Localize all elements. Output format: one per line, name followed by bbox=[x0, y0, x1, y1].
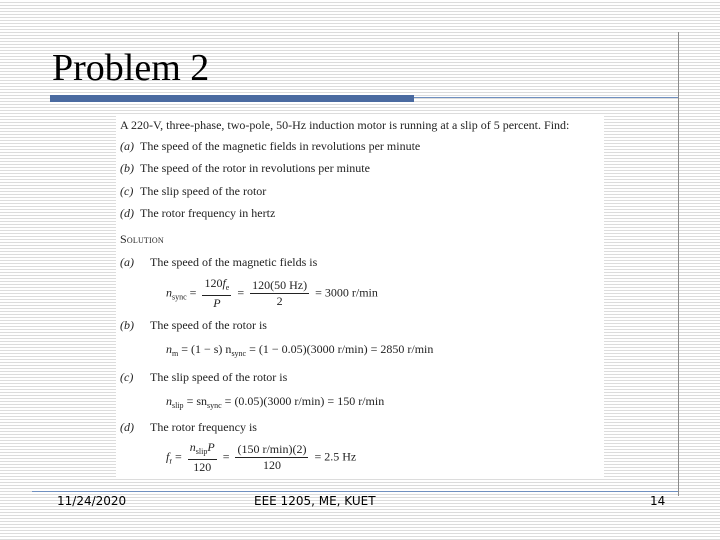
problem-part-b bbox=[120, 161, 370, 176]
problem-statement: A 220-V, three-phase, two-pole, 50-Hz induction motor is running at a slip of 5 percent. Find: bbox=[120, 118, 570, 132]
step-label: (c) bbox=[120, 370, 134, 384]
problem-image-panel bbox=[116, 116, 604, 478]
fraction: $\frac{120(50 Hz)}{2}$ bbox=[252, 278, 308, 308]
part-text: The rotor frequency in hertz bbox=[140, 206, 276, 220]
footer-divider bbox=[32, 491, 678, 492]
part-label: (a) bbox=[120, 139, 134, 153]
step-label: (d) bbox=[120, 420, 134, 434]
solution-step-c bbox=[120, 370, 287, 385]
step-label: (b) bbox=[120, 318, 134, 332]
title-underline-bar bbox=[50, 95, 414, 102]
slide-title: Problem 2 bbox=[52, 47, 210, 89]
solution-step-d bbox=[120, 420, 257, 435]
right-border-line bbox=[678, 32, 679, 496]
step-text: The rotor frequency is bbox=[150, 420, 257, 434]
equation-d: $f_r$ = $\frac{n_{slip}P}{120}$ = $\frac{(150 r/\min)(2)}{120}$ = 2.5 Hz bbox=[166, 440, 357, 474]
fraction: $\frac{(150 r/\min)(2)}{120}$ bbox=[237, 442, 307, 472]
problem-part-a bbox=[120, 139, 420, 154]
equation-c: $n_{slip} = sn_{sync} = (0.05)(3000$ r/min) = 150 r/min bbox=[166, 394, 385, 410]
fraction: $\frac{n_{slip}P}{120}$ bbox=[189, 440, 215, 474]
footer-date: 11/24/2020 bbox=[57, 494, 127, 508]
footer-course: EEE 1205, ME, KUET bbox=[254, 494, 376, 508]
fraction: $\frac{120f_e}{P}$ bbox=[204, 276, 230, 310]
step-text: The speed of the magnetic fields is bbox=[150, 255, 318, 269]
part-label: (b) bbox=[120, 161, 134, 175]
part-label: (d) bbox=[120, 206, 134, 220]
solution-step-b bbox=[120, 318, 267, 333]
problem-part-d bbox=[120, 206, 275, 221]
equation-a: $n_{sync}$ = $\frac{120f_e}{P}$ = $\frac{120(50 Hz)}{2}$ = 3000 r/min bbox=[166, 276, 378, 310]
part-text: The speed of the magnetic fields in revolutions per minute bbox=[140, 139, 421, 153]
problem-part-c bbox=[120, 184, 266, 199]
part-text: The speed of the rotor in revolutions per minute bbox=[140, 161, 370, 175]
title-underline-line bbox=[414, 97, 678, 98]
part-label: (c) bbox=[120, 184, 134, 198]
equation-b: $n_m = (1 - s) n_{sync} = (1 - 0.05)(3000$ r/min) = 2850 r/min bbox=[166, 342, 434, 358]
solution-heading: Solution bbox=[120, 232, 164, 246]
footer-page-number: 14 bbox=[650, 494, 666, 508]
step-text: The slip speed of the rotor is bbox=[150, 370, 288, 384]
step-text: The speed of the rotor is bbox=[150, 318, 267, 332]
part-text: The slip speed of the rotor bbox=[140, 184, 267, 198]
step-label: (a) bbox=[120, 255, 134, 269]
solution-step-a bbox=[120, 255, 317, 270]
